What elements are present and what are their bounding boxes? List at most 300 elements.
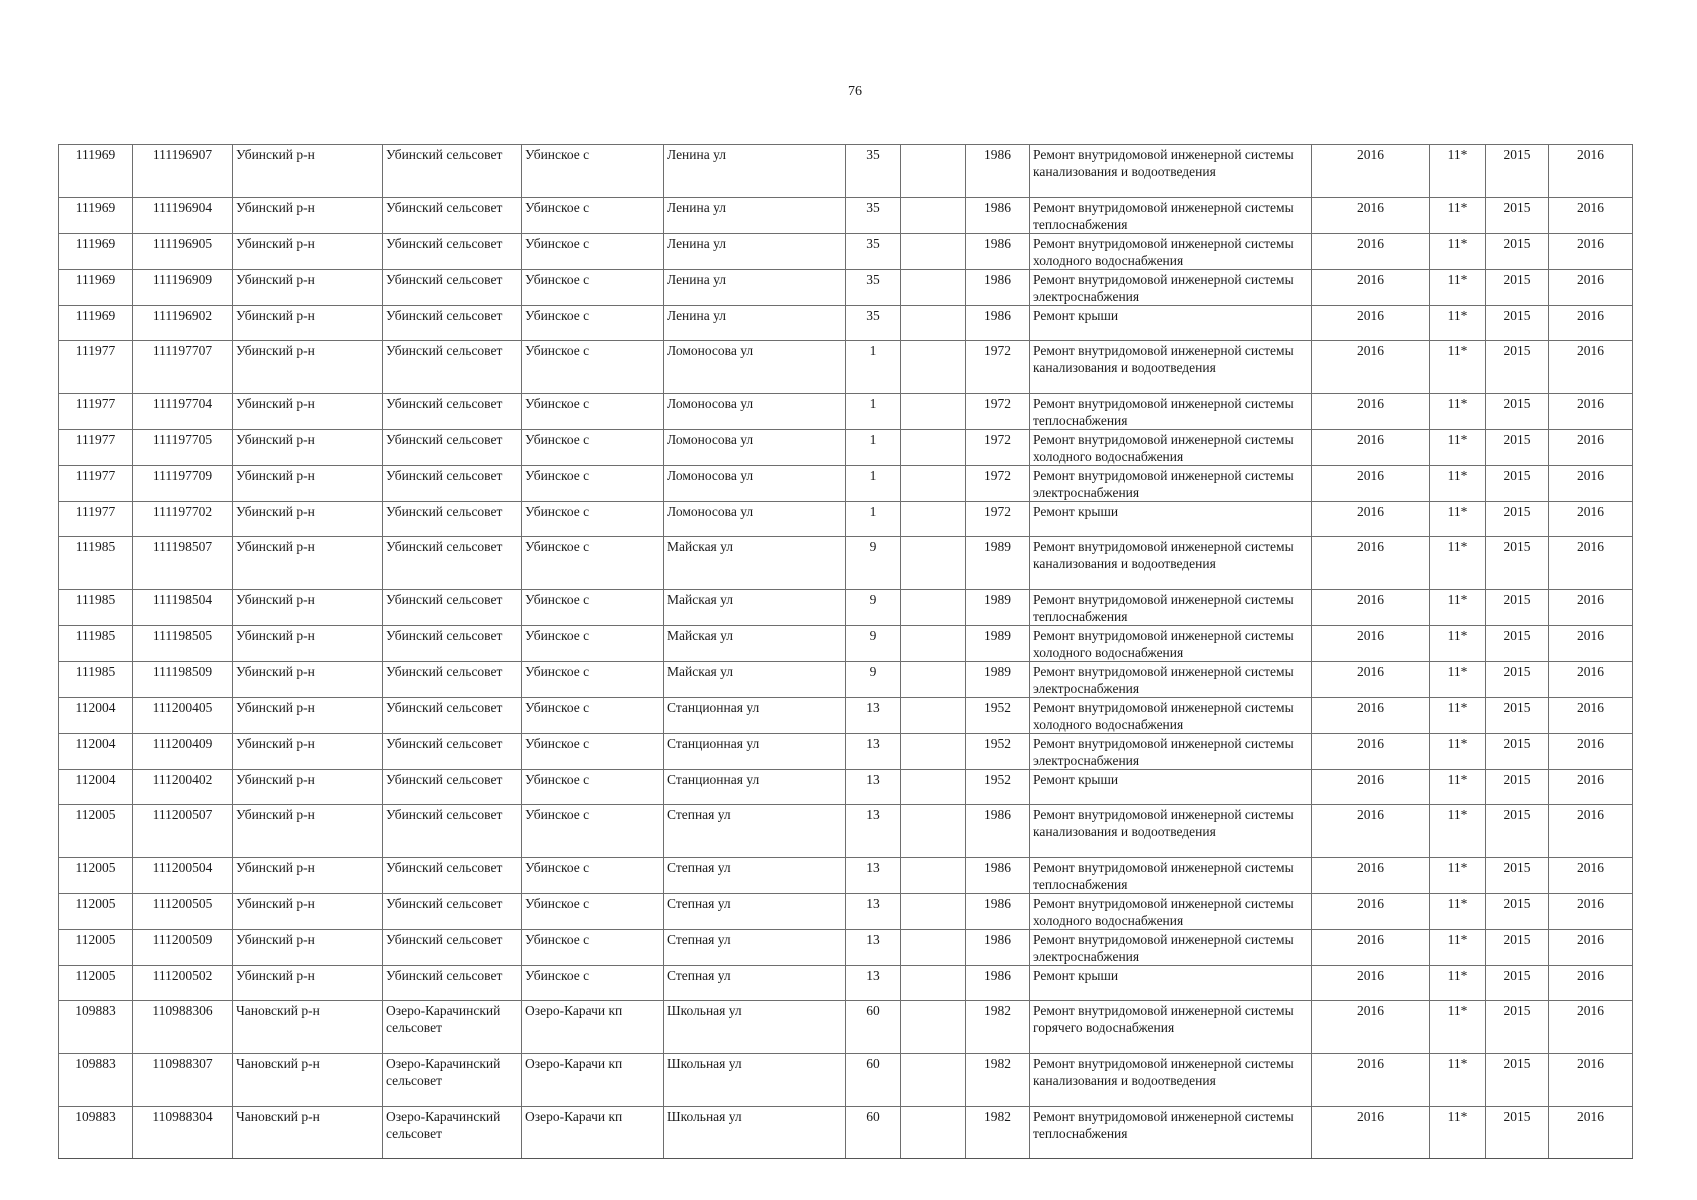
build-year-cell: 1982 (966, 1107, 1030, 1159)
municipality-cell: Убинский сельсовет (383, 270, 522, 306)
work-type-cell: Ремонт внутридомовой инженерной системы канализования и водоотведения (1030, 1054, 1312, 1107)
start-year-cell: 2015 (1486, 626, 1549, 662)
street-cell: Ленина ул (664, 198, 846, 234)
code-cell: 11* (1430, 502, 1486, 537)
house-id-cell: 111969 (59, 270, 133, 306)
street-cell: Станционная ул (664, 770, 846, 805)
municipality-cell: Убинский сельсовет (383, 734, 522, 770)
planned-year-cell: 2016 (1312, 805, 1430, 858)
table-row (59, 234, 1633, 270)
start-year-cell: 2015 (1486, 770, 1549, 805)
district-cell: Убинский р-н (233, 626, 383, 662)
street-cell: Ленина ул (664, 306, 846, 341)
work-type-cell: Ремонт внутридомовой инженерной системы холодного водоснабжения (1030, 430, 1312, 466)
work-type-cell: Ремонт крыши (1030, 770, 1312, 805)
planned-year-cell: 2016 (1312, 930, 1430, 966)
code-cell: 11* (1430, 590, 1486, 626)
build-year-cell: 1972 (966, 430, 1030, 466)
planned-year-cell: 2016 (1312, 734, 1430, 770)
building-cell (901, 590, 966, 626)
code-cell: 11* (1430, 270, 1486, 306)
work-id-cell: 111198504 (133, 590, 233, 626)
settlement-cell: Озеро-Карачи кп (522, 1054, 664, 1107)
table-row (59, 734, 1633, 770)
district-cell: Убинский р-н (233, 662, 383, 698)
house-number-cell: 9 (846, 537, 901, 590)
municipality-cell: Озеро-Карачинский сельсовет (383, 1001, 522, 1054)
house-number-cell: 1 (846, 430, 901, 466)
settlement-cell: Убинское с (522, 858, 664, 894)
district-cell: Убинский р-н (233, 341, 383, 394)
municipality-cell: Убинский сельсовет (383, 626, 522, 662)
table-row (59, 858, 1633, 894)
building-cell (901, 145, 966, 198)
build-year-cell: 1986 (966, 858, 1030, 894)
house-id-cell: 112005 (59, 930, 133, 966)
work-type-cell: Ремонт внутридомовой инженерной системы теплоснабжения (1030, 1107, 1312, 1159)
settlement-cell: Убинское с (522, 734, 664, 770)
code-cell: 11* (1430, 662, 1486, 698)
work-id-cell: 111198509 (133, 662, 233, 698)
code-cell: 11* (1430, 966, 1486, 1001)
table-row (59, 341, 1633, 394)
start-year-cell: 2015 (1486, 234, 1549, 270)
build-year-cell: 1989 (966, 590, 1030, 626)
table-row (59, 590, 1633, 626)
work-type-cell: Ремонт внутридомовой инженерной системы теплоснабжения (1030, 590, 1312, 626)
settlement-cell: Убинское с (522, 626, 664, 662)
municipality-cell: Убинский сельсовет (383, 145, 522, 198)
build-year-cell: 1972 (966, 341, 1030, 394)
building-cell (901, 805, 966, 858)
district-cell: Убинский р-н (233, 590, 383, 626)
build-year-cell: 1986 (966, 894, 1030, 930)
work-id-cell: 110988304 (133, 1107, 233, 1159)
work-id-cell: 111200507 (133, 805, 233, 858)
house-id-cell: 111977 (59, 502, 133, 537)
code-cell: 11* (1430, 770, 1486, 805)
house-number-cell: 35 (846, 198, 901, 234)
work-id-cell: 110988307 (133, 1054, 233, 1107)
house-number-cell: 1 (846, 341, 901, 394)
building-cell (901, 698, 966, 734)
table-row (59, 306, 1633, 341)
district-cell: Убинский р-н (233, 394, 383, 430)
municipality-cell: Убинский сельсовет (383, 966, 522, 1001)
table-row (59, 930, 1633, 966)
code-cell: 11* (1430, 306, 1486, 341)
settlement-cell: Убинское с (522, 502, 664, 537)
work-id-cell: 111200405 (133, 698, 233, 734)
house-number-cell: 1 (846, 466, 901, 502)
house-number-cell: 35 (846, 234, 901, 270)
building-cell (901, 770, 966, 805)
end-year-cell: 2016 (1549, 734, 1633, 770)
work-id-cell: 110988306 (133, 1001, 233, 1054)
build-year-cell: 1986 (966, 306, 1030, 341)
end-year-cell: 2016 (1549, 626, 1633, 662)
code-cell: 11* (1430, 234, 1486, 270)
municipality-cell: Убинский сельсовет (383, 537, 522, 590)
municipality-cell: Убинский сельсовет (383, 234, 522, 270)
municipality-cell: Убинский сельсовет (383, 430, 522, 466)
municipality-cell: Убинский сельсовет (383, 805, 522, 858)
building-cell (901, 466, 966, 502)
table-row (59, 466, 1633, 502)
table-row (59, 1001, 1633, 1054)
street-cell: Ломоносова ул (664, 394, 846, 430)
table-row (59, 805, 1633, 858)
street-cell: Ленина ул (664, 234, 846, 270)
planned-year-cell: 2016 (1312, 466, 1430, 502)
settlement-cell: Убинское с (522, 306, 664, 341)
planned-year-cell: 2016 (1312, 234, 1430, 270)
work-type-cell: Ремонт внутридомовой инженерной системы горячего водоснабжения (1030, 1001, 1312, 1054)
house-id-cell: 112004 (59, 698, 133, 734)
house-id-cell: 111985 (59, 662, 133, 698)
house-id-cell: 112005 (59, 858, 133, 894)
code-cell: 11* (1430, 198, 1486, 234)
build-year-cell: 1972 (966, 394, 1030, 430)
building-cell (901, 394, 966, 430)
build-year-cell: 1982 (966, 1054, 1030, 1107)
start-year-cell: 2015 (1486, 466, 1549, 502)
start-year-cell: 2015 (1486, 270, 1549, 306)
start-year-cell: 2015 (1486, 1107, 1549, 1159)
start-year-cell: 2015 (1486, 894, 1549, 930)
house-number-cell: 13 (846, 894, 901, 930)
district-cell: Убинский р-н (233, 734, 383, 770)
planned-year-cell: 2016 (1312, 341, 1430, 394)
house-id-cell: 109883 (59, 1054, 133, 1107)
code-cell: 11* (1430, 1054, 1486, 1107)
planned-year-cell: 2016 (1312, 270, 1430, 306)
district-cell: Убинский р-н (233, 466, 383, 502)
table-row (59, 770, 1633, 805)
table-row (59, 894, 1633, 930)
start-year-cell: 2015 (1486, 805, 1549, 858)
street-cell: Ломоносова ул (664, 430, 846, 466)
end-year-cell: 2016 (1549, 234, 1633, 270)
work-type-cell: Ремонт внутридомовой инженерной системы электроснабжения (1030, 662, 1312, 698)
build-year-cell: 1952 (966, 770, 1030, 805)
build-year-cell: 1986 (966, 930, 1030, 966)
house-id-cell: 111969 (59, 145, 133, 198)
building-cell (901, 1054, 966, 1107)
district-cell: Убинский р-н (233, 698, 383, 734)
street-cell: Степная ул (664, 966, 846, 1001)
repair-registry-table (58, 144, 1633, 1159)
build-year-cell: 1952 (966, 734, 1030, 770)
end-year-cell: 2016 (1549, 966, 1633, 1001)
table-row (59, 394, 1633, 430)
code-cell: 11* (1430, 805, 1486, 858)
building-cell (901, 198, 966, 234)
work-type-cell: Ремонт внутридомовой инженерной системы электроснабжения (1030, 734, 1312, 770)
code-cell: 11* (1430, 466, 1486, 502)
work-type-cell: Ремонт крыши (1030, 502, 1312, 537)
start-year-cell: 2015 (1486, 966, 1549, 1001)
house-id-cell: 111977 (59, 341, 133, 394)
planned-year-cell: 2016 (1312, 394, 1430, 430)
municipality-cell: Убинский сельсовет (383, 341, 522, 394)
end-year-cell: 2016 (1549, 930, 1633, 966)
end-year-cell: 2016 (1549, 430, 1633, 466)
work-type-cell: Ремонт внутридомовой инженерной системы холодного водоснабжения (1030, 626, 1312, 662)
table-row (59, 966, 1633, 1001)
house-id-cell: 111985 (59, 590, 133, 626)
table-row (59, 537, 1633, 590)
settlement-cell: Убинское с (522, 537, 664, 590)
work-id-cell: 111200402 (133, 770, 233, 805)
municipality-cell: Убинский сельсовет (383, 502, 522, 537)
settlement-cell: Убинское с (522, 966, 664, 1001)
house-number-cell: 13 (846, 770, 901, 805)
build-year-cell: 1972 (966, 502, 1030, 537)
house-id-cell: 109883 (59, 1001, 133, 1054)
end-year-cell: 2016 (1549, 502, 1633, 537)
district-cell: Убинский р-н (233, 894, 383, 930)
build-year-cell: 1982 (966, 1001, 1030, 1054)
settlement-cell: Убинское с (522, 894, 664, 930)
work-id-cell: 111196907 (133, 145, 233, 198)
build-year-cell: 1986 (966, 805, 1030, 858)
code-cell: 11* (1430, 394, 1486, 430)
planned-year-cell: 2016 (1312, 1001, 1430, 1054)
building-cell (901, 930, 966, 966)
settlement-cell: Озеро-Карачи кп (522, 1107, 664, 1159)
house-number-cell: 13 (846, 734, 901, 770)
house-number-cell: 60 (846, 1001, 901, 1054)
end-year-cell: 2016 (1549, 590, 1633, 626)
work-type-cell: Ремонт внутридомовой инженерной системы теплоснабжения (1030, 198, 1312, 234)
street-cell: Майская ул (664, 590, 846, 626)
house-id-cell: 109883 (59, 1107, 133, 1159)
municipality-cell: Убинский сельсовет (383, 466, 522, 502)
work-type-cell: Ремонт внутридомовой инженерной системы холодного водоснабжения (1030, 698, 1312, 734)
settlement-cell: Озеро-Карачи кп (522, 1001, 664, 1054)
district-cell: Убинский р-н (233, 234, 383, 270)
building-cell (901, 1107, 966, 1159)
planned-year-cell: 2016 (1312, 1054, 1430, 1107)
start-year-cell: 2015 (1486, 662, 1549, 698)
table-row (59, 1107, 1633, 1159)
district-cell: Убинский р-н (233, 537, 383, 590)
district-cell: Убинский р-н (233, 198, 383, 234)
work-id-cell: 111200502 (133, 966, 233, 1001)
building-cell (901, 341, 966, 394)
street-cell: Ломоносова ул (664, 502, 846, 537)
building-cell (901, 734, 966, 770)
planned-year-cell: 2016 (1312, 966, 1430, 1001)
settlement-cell: Убинское с (522, 770, 664, 805)
planned-year-cell: 2016 (1312, 770, 1430, 805)
street-cell: Школьная ул (664, 1001, 846, 1054)
work-id-cell: 111200505 (133, 894, 233, 930)
start-year-cell: 2015 (1486, 1001, 1549, 1054)
street-cell: Степная ул (664, 858, 846, 894)
building-cell (901, 234, 966, 270)
end-year-cell: 2016 (1549, 698, 1633, 734)
house-id-cell: 111977 (59, 466, 133, 502)
work-type-cell: Ремонт внутридомовой инженерной системы электроснабжения (1030, 270, 1312, 306)
start-year-cell: 2015 (1486, 394, 1549, 430)
street-cell: Школьная ул (664, 1107, 846, 1159)
house-id-cell: 111977 (59, 430, 133, 466)
district-cell: Убинский р-н (233, 306, 383, 341)
page-number: 76 (848, 84, 862, 99)
start-year-cell: 2015 (1486, 537, 1549, 590)
table-row (59, 1054, 1633, 1107)
code-cell: 11* (1430, 430, 1486, 466)
work-id-cell: 111196902 (133, 306, 233, 341)
house-id-cell: 112005 (59, 805, 133, 858)
table-row (59, 626, 1633, 662)
build-year-cell: 1989 (966, 626, 1030, 662)
district-cell: Убинский р-н (233, 770, 383, 805)
build-year-cell: 1986 (966, 198, 1030, 234)
end-year-cell: 2016 (1549, 198, 1633, 234)
municipality-cell: Убинский сельсовет (383, 698, 522, 734)
table-row (59, 430, 1633, 466)
planned-year-cell: 2016 (1312, 145, 1430, 198)
work-type-cell: Ремонт внутридомовой инженерной системы канализования и водоотведения (1030, 341, 1312, 394)
building-cell (901, 502, 966, 537)
street-cell: Станционная ул (664, 698, 846, 734)
street-cell: Майская ул (664, 537, 846, 590)
work-type-cell: Ремонт внутридомовой инженерной системы электроснабжения (1030, 466, 1312, 502)
district-cell: Чановский р-н (233, 1001, 383, 1054)
work-id-cell: 111200504 (133, 858, 233, 894)
street-cell: Степная ул (664, 894, 846, 930)
code-cell: 11* (1430, 894, 1486, 930)
municipality-cell: Убинский сельсовет (383, 590, 522, 626)
district-cell: Чановский р-н (233, 1054, 383, 1107)
house-number-cell: 9 (846, 590, 901, 626)
street-cell: Ленина ул (664, 270, 846, 306)
end-year-cell: 2016 (1549, 394, 1633, 430)
municipality-cell: Убинский сельсовет (383, 770, 522, 805)
table-row (59, 502, 1633, 537)
house-number-cell: 13 (846, 698, 901, 734)
municipality-cell: Озеро-Карачинский сельсовет (383, 1107, 522, 1159)
house-number-cell: 60 (846, 1054, 901, 1107)
planned-year-cell: 2016 (1312, 662, 1430, 698)
municipality-cell: Убинский сельсовет (383, 930, 522, 966)
work-type-cell: Ремонт внутридомовой инженерной системы канализования и водоотведения (1030, 145, 1312, 198)
building-cell (901, 662, 966, 698)
settlement-cell: Убинское с (522, 145, 664, 198)
build-year-cell: 1986 (966, 234, 1030, 270)
code-cell: 11* (1430, 930, 1486, 966)
build-year-cell: 1986 (966, 966, 1030, 1001)
building-cell (901, 858, 966, 894)
start-year-cell: 2015 (1486, 930, 1549, 966)
house-number-cell: 35 (846, 145, 901, 198)
end-year-cell: 2016 (1549, 537, 1633, 590)
planned-year-cell: 2016 (1312, 626, 1430, 662)
street-cell: Школьная ул (664, 1054, 846, 1107)
building-cell (901, 306, 966, 341)
start-year-cell: 2015 (1486, 306, 1549, 341)
work-id-cell: 111196904 (133, 198, 233, 234)
end-year-cell: 2016 (1549, 306, 1633, 341)
work-type-cell: Ремонт крыши (1030, 306, 1312, 341)
work-id-cell: 111200409 (133, 734, 233, 770)
planned-year-cell: 2016 (1312, 306, 1430, 341)
house-number-cell: 13 (846, 805, 901, 858)
district-cell: Убинский р-н (233, 145, 383, 198)
district-cell: Чановский р-н (233, 1107, 383, 1159)
planned-year-cell: 2016 (1312, 894, 1430, 930)
district-cell: Убинский р-н (233, 270, 383, 306)
house-id-cell: 111969 (59, 234, 133, 270)
district-cell: Убинский р-н (233, 502, 383, 537)
end-year-cell: 2016 (1549, 1107, 1633, 1159)
house-number-cell: 13 (846, 858, 901, 894)
district-cell: Убинский р-н (233, 966, 383, 1001)
work-id-cell: 111197704 (133, 394, 233, 430)
code-cell: 11* (1430, 858, 1486, 894)
settlement-cell: Убинское с (522, 805, 664, 858)
start-year-cell: 2015 (1486, 502, 1549, 537)
district-cell: Убинский р-н (233, 805, 383, 858)
house-id-cell: 112005 (59, 894, 133, 930)
end-year-cell: 2016 (1549, 858, 1633, 894)
planned-year-cell: 2016 (1312, 198, 1430, 234)
building-cell (901, 1001, 966, 1054)
start-year-cell: 2015 (1486, 698, 1549, 734)
end-year-cell: 2016 (1549, 1054, 1633, 1107)
work-type-cell: Ремонт внутридомовой инженерной системы канализования и водоотведения (1030, 537, 1312, 590)
code-cell: 11* (1430, 734, 1486, 770)
settlement-cell: Убинское с (522, 341, 664, 394)
house-id-cell: 111969 (59, 198, 133, 234)
build-year-cell: 1989 (966, 537, 1030, 590)
building-cell (901, 626, 966, 662)
table-row (59, 698, 1633, 734)
end-year-cell: 2016 (1549, 805, 1633, 858)
work-id-cell: 111197707 (133, 341, 233, 394)
table-row (59, 145, 1633, 198)
municipality-cell: Убинский сельсовет (383, 306, 522, 341)
street-cell: Ломоносова ул (664, 466, 846, 502)
building-cell (901, 894, 966, 930)
work-id-cell: 111197705 (133, 430, 233, 466)
house-id-cell: 112004 (59, 734, 133, 770)
build-year-cell: 1989 (966, 662, 1030, 698)
house-number-cell: 1 (846, 394, 901, 430)
work-type-cell: Ремонт внутридомовой инженерной системы холодного водоснабжения (1030, 894, 1312, 930)
house-id-cell: 112005 (59, 966, 133, 1001)
settlement-cell: Убинское с (522, 198, 664, 234)
start-year-cell: 2015 (1486, 198, 1549, 234)
settlement-cell: Убинское с (522, 430, 664, 466)
settlement-cell: Убинское с (522, 394, 664, 430)
work-id-cell: 111200509 (133, 930, 233, 966)
house-number-cell: 1 (846, 502, 901, 537)
building-cell (901, 430, 966, 466)
street-cell: Станционная ул (664, 734, 846, 770)
start-year-cell: 2015 (1486, 858, 1549, 894)
municipality-cell: Озеро-Карачинский сельсовет (383, 1054, 522, 1107)
start-year-cell: 2015 (1486, 590, 1549, 626)
work-type-cell: Ремонт крыши (1030, 966, 1312, 1001)
work-type-cell: Ремонт внутридомовой инженерной системы теплоснабжения (1030, 858, 1312, 894)
municipality-cell: Убинский сельсовет (383, 858, 522, 894)
end-year-cell: 2016 (1549, 466, 1633, 502)
work-type-cell: Ремонт внутридомовой инженерной системы холодного водоснабжения (1030, 234, 1312, 270)
